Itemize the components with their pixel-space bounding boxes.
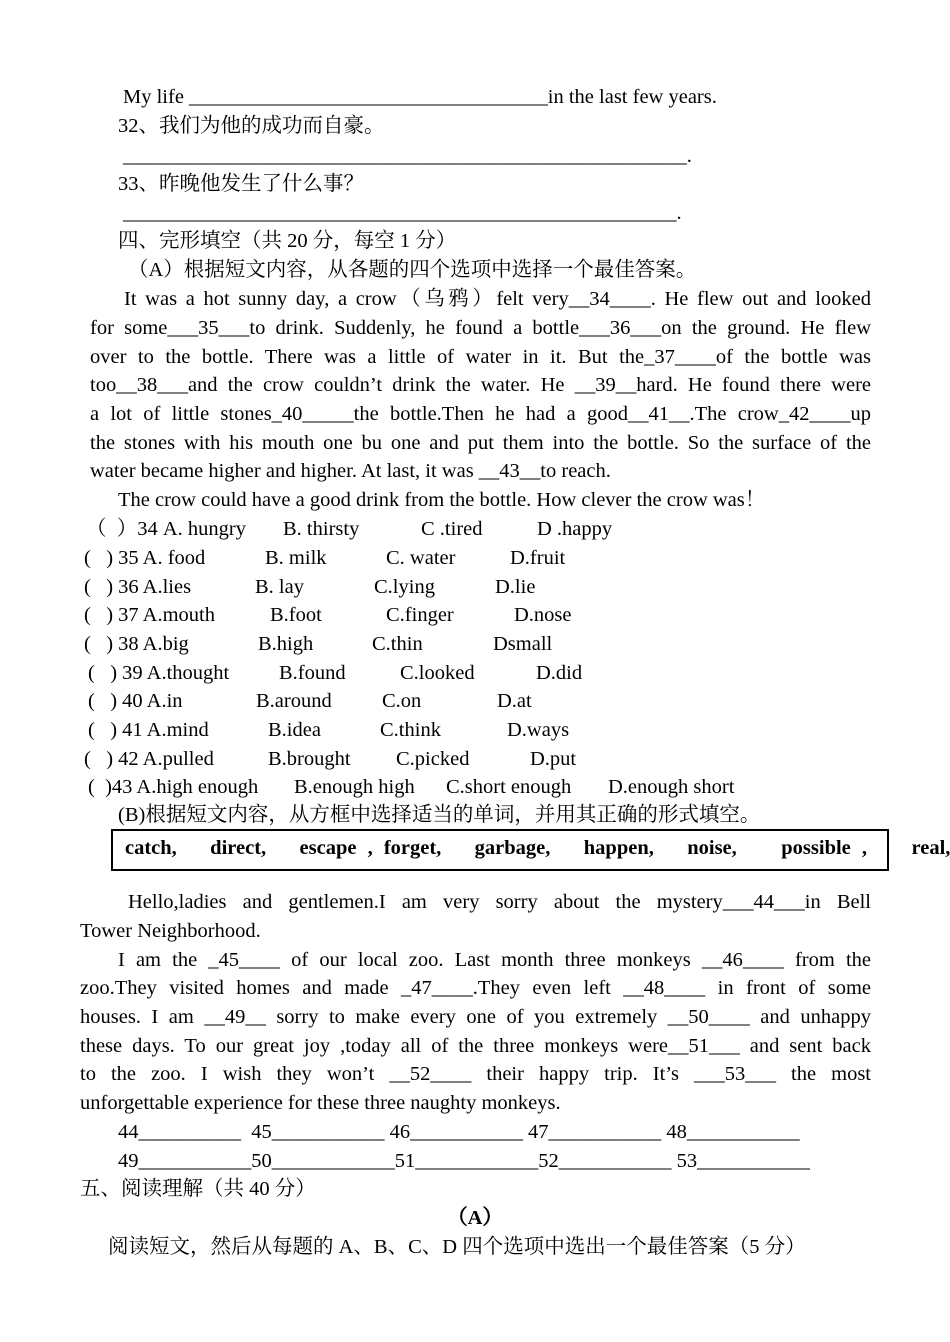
option-d[interactable]: D.put — [530, 748, 577, 770]
question-stem[interactable]: ( )43 A.high enough — [88, 776, 259, 798]
option-d[interactable]: D.lie — [495, 576, 536, 598]
part-b-instruction: (B)根据短文内容，从方框中选择适当的单词，并用其正确的形式填空。 — [118, 804, 761, 826]
reading-part-a-heading: （A） — [447, 1207, 503, 1229]
option-c[interactable]: C.picked — [396, 748, 470, 770]
passage-line: It was a hot sunny day, a crow（乌鸦）felt very__34____. He flew out and looked — [124, 288, 871, 310]
option-b[interactable]: B.high — [258, 633, 314, 655]
passage-line: The crow could have a good drink from the bottle. How clever the crow was！ — [118, 489, 766, 511]
option-d[interactable]: D.fruit — [510, 547, 566, 569]
option-c[interactable]: C.on — [382, 690, 422, 712]
question-stem[interactable]: ( ) 40 A.in — [88, 690, 183, 712]
question-stem[interactable]: ( ) 38 A.big — [84, 633, 189, 655]
question-stem[interactable]: ( ) 41 A.mind — [88, 719, 209, 741]
option-b[interactable]: B.brought — [268, 748, 351, 770]
option-b[interactable]: B.enough high — [294, 776, 415, 798]
option-b[interactable]: B.around — [256, 690, 332, 712]
option-c[interactable]: C.short enough — [446, 776, 572, 798]
passage-line: over to the bottle. There was a little of water in it. But the_37____of the bottle was — [90, 346, 871, 368]
option-d[interactable]: D.did — [536, 662, 583, 684]
passage-line: these days. To our great joy ,today all of the three monkeys were__51___ and sent back — [80, 1035, 871, 1057]
question-32: 32、我们为他的成功而自豪。 — [118, 115, 385, 137]
question-33: 33、昨晚他发生了什么事？ — [118, 173, 364, 195]
answer-blank-33[interactable]: ______________________________________________________. — [123, 202, 682, 224]
option-c[interactable]: C.finger — [386, 604, 454, 626]
passage-line: too__38___and the crow couldn’t drink the water. He __39__hard. He found there were — [90, 374, 871, 396]
option-c[interactable]: C.lying — [374, 576, 435, 598]
section-5-title: 五、阅读理解（共 40 分） — [80, 1178, 316, 1200]
option-c[interactable]: C.thin — [372, 633, 423, 655]
question-stem[interactable]: ( ) 42 A.pulled — [84, 748, 214, 770]
answer-blank-32[interactable]: _______________________________________________________. — [123, 145, 692, 167]
option-d[interactable]: D.enough short — [608, 776, 735, 798]
option-c[interactable]: C.think — [380, 719, 441, 741]
option-b[interactable]: B. milk — [265, 547, 327, 569]
passage-line: for some___35___to drink. Suddenly, he found a bottle___36___on the ground. He flew — [90, 317, 871, 339]
passage-line: zoo.They visited homes and made _47____.They even left __48____ in front of some — [80, 977, 871, 999]
passage-line: houses. I am __49__ sorry to make every one of you extremely __50____ and unhappy — [80, 1006, 871, 1028]
option-d[interactable]: D .happy — [537, 518, 613, 540]
part-a-instruction: （A）根据短文内容，从各题的四个选项中选择一个最佳答案。 — [128, 259, 697, 281]
word-box-words: catch, direct, escape , forget, garbage, happen, noise, possible , real, — [125, 837, 950, 859]
translation-line-31: My life ___________________________________in the last few years. — [123, 86, 717, 108]
passage-line: water became higher and higher. At last, it was __43__to reach. — [90, 460, 611, 482]
option-b[interactable]: B. lay — [255, 576, 304, 598]
passage-line: Hello,ladies and gentlemen.I am very sorry about the mystery___44___in Bell — [128, 891, 871, 913]
word-box — [111, 829, 950, 871]
option-c[interactable]: C .tired — [421, 518, 483, 540]
passage-line: Tower Neighborhood. — [80, 920, 261, 942]
answer-blanks-49-53[interactable]: 49___________50____________51____________52___________ 53___________ — [118, 1150, 810, 1172]
passage-line: the stones with his mouth one bu one and put them into the bottle. So the surface of the — [90, 432, 871, 454]
passage-line: to the zoo. I wish they won’t __52____ their happy trip. It’s ___53___ the most — [80, 1063, 871, 1085]
question-stem[interactable]: ( ) 35 A. food — [84, 547, 206, 569]
option-d[interactable]: Dsmall — [493, 633, 553, 655]
option-d[interactable]: D.at — [497, 690, 532, 712]
passage-line: unforgettable experience for these three naughty monkeys. — [80, 1092, 561, 1114]
option-d[interactable]: D.ways — [507, 719, 570, 741]
option-c[interactable]: C.looked — [400, 662, 475, 684]
question-stem[interactable]: （ ）34 A. hungry — [86, 518, 247, 540]
option-b[interactable]: B.found — [279, 662, 346, 684]
passage-line: I am the _45____ of our local zoo. Last month three monkeys __46____ from the — [118, 949, 871, 971]
question-stem[interactable]: ( ) 36 A.lies — [84, 576, 192, 598]
option-b[interactable]: B. thirsty — [283, 518, 360, 540]
passage-line: a lot of little stones_40_____the bottle.Then he had a good__41__.The crow_42____up — [90, 403, 871, 425]
question-stem[interactable]: ( ) 37 A.mouth — [84, 604, 215, 626]
option-b[interactable]: B.foot — [270, 604, 322, 626]
reading-instruction: 阅读短文，然后从每题的 A、B、C、D 四个选项中选出一个最佳答案（5 分） — [108, 1236, 806, 1258]
section-4-title: 四、完形填空（共 20 分，每空 1 分） — [118, 230, 457, 252]
answer-blanks-44-48[interactable]: 44__________ 45___________ 46___________ 47___________ 48___________ — [118, 1121, 800, 1143]
option-b[interactable]: B.idea — [268, 719, 321, 741]
option-c[interactable]: C. water — [386, 547, 456, 569]
question-stem[interactable]: ( ) 39 A.thought — [88, 662, 230, 684]
option-d[interactable]: D.nose — [514, 604, 572, 626]
